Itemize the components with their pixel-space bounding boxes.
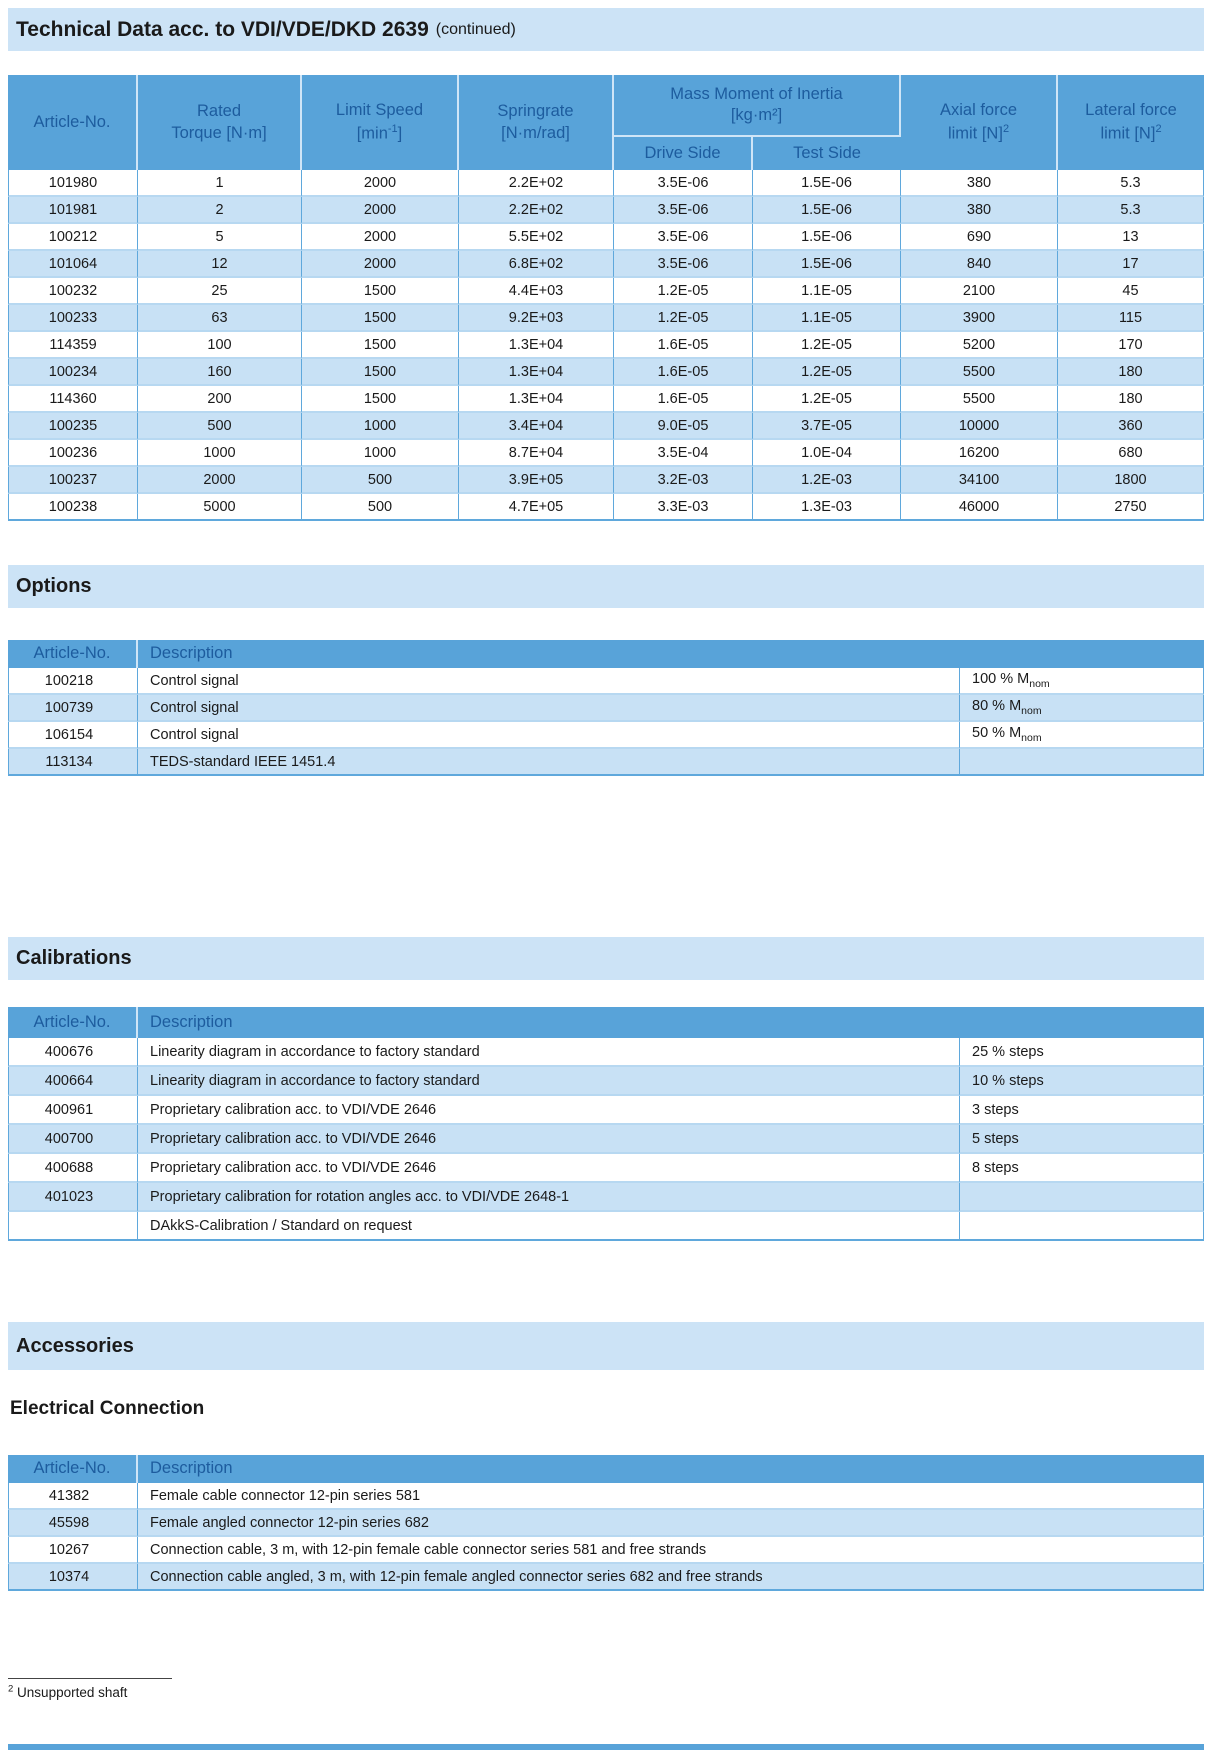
column-header-article-no: Article-No.	[8, 75, 138, 170]
table-cell: 4.4E+03	[459, 278, 614, 305]
table-cell: 5500	[901, 386, 1058, 413]
table-cell: 380	[901, 197, 1058, 224]
table-cell: 3.7E-05	[753, 413, 901, 440]
table-cell: 46000	[901, 494, 1058, 521]
table-cell: 1500	[302, 386, 459, 413]
table-cell: 113134	[8, 749, 138, 776]
accessories-heading: Accessories	[16, 1334, 134, 1357]
accessories-section-band	[8, 1322, 1204, 1370]
table-cell: 5000	[138, 494, 302, 521]
table-cell: 9.2E+03	[459, 305, 614, 332]
table-cell: 2	[138, 197, 302, 224]
table-row	[8, 695, 1204, 722]
table-cell: 50 % $M_{nom}$	[960, 722, 1204, 749]
table-row	[8, 749, 1204, 776]
table-cell: 100 % $M_{nom}$	[960, 668, 1204, 695]
table-row	[8, 1183, 1204, 1212]
table-cell: 1.2E-03	[753, 467, 901, 494]
electrical-connection-heading: Electrical Connection	[10, 1398, 205, 1419]
table-cell: 114360	[8, 386, 138, 413]
column-header-limit-speed: Limit Speed $[\min^{-1}]$	[302, 75, 459, 170]
table-cell: 400676	[8, 1038, 138, 1067]
table-cell: 1	[138, 170, 302, 197]
table-cell: 840	[901, 251, 1058, 278]
table-cell: 5500	[901, 359, 1058, 386]
table-cell: Female angled connector 12-pin series 682	[138, 1510, 1204, 1537]
column-header-test-side: Test Side	[753, 137, 901, 170]
table-cell: 34100	[901, 467, 1058, 494]
table-cell: 3900	[901, 305, 1058, 332]
table-cell: 170	[1058, 332, 1204, 359]
table-row	[8, 359, 1204, 386]
table-cell: 16200	[901, 440, 1058, 467]
table-row	[8, 668, 1204, 695]
table-row	[8, 413, 1204, 440]
table-cell	[960, 749, 1204, 776]
table-row	[8, 1564, 1204, 1591]
table-row	[8, 1537, 1204, 1564]
table-cell: Linearity diagram in accordance to factory standard	[138, 1067, 960, 1096]
table-row	[8, 251, 1204, 278]
table-cell: 115	[1058, 305, 1204, 332]
table-row	[8, 440, 1204, 467]
table-cell: 400688	[8, 1154, 138, 1183]
table-cell: 10000	[901, 413, 1058, 440]
table-cell: 5 steps	[960, 1125, 1204, 1154]
table-cell: Connection cable, 3 m, with 12-pin female cable connector series 581 and free strands	[138, 1537, 1204, 1564]
calibrations-table	[8, 1007, 1204, 1241]
table-row	[8, 494, 1204, 521]
column-header-lateral-force-limit: Lateral force limit $[N]^2$	[1058, 75, 1204, 170]
column-header-description: Description	[138, 640, 1204, 668]
table-row	[8, 170, 1204, 197]
table-cell: 3.5E-06	[614, 224, 753, 251]
table-cell: 2100	[901, 278, 1058, 305]
table-cell: Control signal	[138, 695, 960, 722]
table-cell: 100238	[8, 494, 138, 521]
table-row	[8, 467, 1204, 494]
table-cell: 25	[138, 278, 302, 305]
table-cell: 1.2E-05	[753, 359, 901, 386]
options-table-body	[8, 668, 1204, 776]
table-cell: 400961	[8, 1096, 138, 1125]
table-cell: 2000	[302, 197, 459, 224]
table-row	[8, 332, 1204, 359]
table-cell: Linearity diagram in accordance to factory standard	[138, 1038, 960, 1067]
column-header-springrate: Springrate [N·m/rad]	[459, 75, 614, 170]
column-header-axial-force-limit: Axial force limit $[N]^2$	[901, 75, 1058, 170]
table-cell: 5200	[901, 332, 1058, 359]
table-cell: 1.6E-05	[614, 332, 753, 359]
table-cell: 1.3E+04	[459, 332, 614, 359]
table-cell: 17	[1058, 251, 1204, 278]
table-cell: TEDS-standard IEEE 1451.4	[138, 749, 960, 776]
table-cell: 101980	[8, 170, 138, 197]
table-cell: 100232	[8, 278, 138, 305]
table-cell: 8.7E+04	[459, 440, 614, 467]
table-row	[8, 197, 1204, 224]
table-cell: 3.5E-06	[614, 170, 753, 197]
column-header-description: Description	[138, 1455, 1204, 1483]
table-cell: Proprietary calibration for rotation angles acc. to VDI/VDE 2648-1	[138, 1183, 960, 1212]
table-cell: 680	[1058, 440, 1204, 467]
table-cell: 13	[1058, 224, 1204, 251]
table-cell: 2000	[302, 224, 459, 251]
page-title-suffix: (continued)	[435, 20, 516, 38]
table-cell: 100233	[8, 305, 138, 332]
table-cell: 100	[138, 332, 302, 359]
table-cell: 160	[138, 359, 302, 386]
table-cell: 1500	[302, 278, 459, 305]
table-cell: Control signal	[138, 668, 960, 695]
table-cell: 1000	[302, 440, 459, 467]
table-cell: 1.3E+04	[459, 386, 614, 413]
options-table	[8, 640, 1204, 776]
table-cell: 100212	[8, 224, 138, 251]
column-header-article-no: Article-No.	[8, 1007, 138, 1038]
table-cell: 100235	[8, 413, 138, 440]
electrical-connection-table-body	[8, 1483, 1204, 1591]
table-cell: 690	[901, 224, 1058, 251]
table-row	[8, 1483, 1204, 1510]
table-cell: 100237	[8, 467, 138, 494]
table-cell: 101064	[8, 251, 138, 278]
table-row	[8, 1510, 1204, 1537]
table-cell: Control signal	[138, 722, 960, 749]
table-cell	[960, 1212, 1204, 1241]
calibrations-section-band	[8, 937, 1204, 980]
page-title: Technical Data acc. to VDI/VDE/DKD 2639	[16, 17, 429, 41]
table-cell: Female cable connector 12-pin series 581	[138, 1483, 1204, 1510]
footnote-text: $^2$ Unsupported shaft	[8, 1683, 128, 1700]
table-cell: 6.8E+02	[459, 251, 614, 278]
table-cell: 100218	[8, 668, 138, 695]
table-cell: 80 % $M_{nom}$	[960, 695, 1204, 722]
table-cell: 10374	[8, 1564, 138, 1591]
table-cell: 1500	[302, 332, 459, 359]
technical-data-table-header	[8, 75, 1204, 170]
table-cell: 25 % steps	[960, 1038, 1204, 1067]
table-cell: 1000	[138, 440, 302, 467]
page-title-band	[8, 8, 1204, 51]
table-row	[8, 1212, 1204, 1241]
table-cell: 3.5E-06	[614, 251, 753, 278]
column-header-rated-torque: Rated Torque [N·m]	[138, 75, 302, 170]
table-cell: 8 steps	[960, 1154, 1204, 1183]
table-cell: 1800	[1058, 467, 1204, 494]
footnote-rule	[8, 1678, 172, 1679]
table-cell: 500	[138, 413, 302, 440]
page-bottom-rule	[8, 1744, 1204, 1750]
table-cell: 9.0E-05	[614, 413, 753, 440]
table-row	[8, 1038, 1204, 1067]
table-cell: 3 steps	[960, 1096, 1204, 1125]
technical-data-table-body	[8, 170, 1204, 521]
table-row	[8, 1125, 1204, 1154]
table-row	[8, 278, 1204, 305]
table-cell: 1.2E-05	[614, 278, 753, 305]
footnote	[8, 1678, 172, 1700]
table-cell: 500	[302, 494, 459, 521]
calibrations-heading: Calibrations	[16, 947, 132, 969]
electrical-connection-table-header	[8, 1455, 1204, 1483]
table-cell: 12	[138, 251, 302, 278]
column-header-drive-side: Drive Side	[614, 137, 753, 170]
table-cell: Proprietary calibration acc. to VDI/VDE 2646	[138, 1096, 960, 1125]
table-row	[8, 224, 1204, 251]
table-row	[8, 1154, 1204, 1183]
table-cell: 1.0E-04	[753, 440, 901, 467]
table-cell: DAkkS-Calibration / Standard on request	[138, 1212, 960, 1241]
table-cell: 1.2E-05	[614, 305, 753, 332]
table-cell: 401023	[8, 1183, 138, 1212]
table-cell: 3.9E+05	[459, 467, 614, 494]
table-cell: 1.1E-05	[753, 305, 901, 332]
column-header-article-no: Article-No.	[8, 1455, 138, 1483]
options-section-band	[8, 565, 1204, 608]
table-cell: 2.2E+02	[459, 170, 614, 197]
table-cell: 63	[138, 305, 302, 332]
table-cell: 100739	[8, 695, 138, 722]
table-cell: 200	[138, 386, 302, 413]
table-cell: 1.6E-05	[614, 386, 753, 413]
table-cell: 3.5E-04	[614, 440, 753, 467]
table-cell: Proprietary calibration acc. to VDI/VDE 2646	[138, 1125, 960, 1154]
table-cell: Proprietary calibration acc. to VDI/VDE 2646	[138, 1154, 960, 1183]
table-cell: 360	[1058, 413, 1204, 440]
table-cell: Connection cable angled, 3 m, with 12-pin female angled connector series 682 and free strands	[138, 1564, 1204, 1591]
table-cell: 1.3E+04	[459, 359, 614, 386]
table-cell	[8, 1212, 138, 1241]
table-row	[8, 722, 1204, 749]
table-cell: 45598	[8, 1510, 138, 1537]
table-cell: 100236	[8, 440, 138, 467]
table-cell: 2750	[1058, 494, 1204, 521]
table-cell: 106154	[8, 722, 138, 749]
table-cell: 500	[302, 467, 459, 494]
table-cell: 1.5E-06	[753, 224, 901, 251]
table-cell: 3.2E-03	[614, 467, 753, 494]
electrical-connection-table	[8, 1455, 1204, 1591]
table-row	[8, 1067, 1204, 1096]
table-cell: 101981	[8, 197, 138, 224]
table-cell: 400700	[8, 1125, 138, 1154]
table-cell: 3.5E-06	[614, 197, 753, 224]
column-header-article-no: Article-No.	[8, 640, 138, 668]
table-cell: 1.5E-06	[753, 197, 901, 224]
table-cell: 1.3E-03	[753, 494, 901, 521]
table-cell: 380	[901, 170, 1058, 197]
table-cell: 3.4E+04	[459, 413, 614, 440]
table-cell: 2000	[138, 467, 302, 494]
table-row	[8, 386, 1204, 413]
table-cell: 1500	[302, 305, 459, 332]
table-cell: 1.6E-05	[614, 359, 753, 386]
table-cell: 10267	[8, 1537, 138, 1564]
table-cell: 400664	[8, 1067, 138, 1096]
table-cell: 1.5E-06	[753, 251, 901, 278]
table-row	[8, 305, 1204, 332]
table-cell: 1.2E-05	[753, 332, 901, 359]
table-cell: 2000	[302, 251, 459, 278]
table-cell: 5.3	[1058, 197, 1204, 224]
table-cell: 1.5E-06	[753, 170, 901, 197]
table-cell: 1000	[302, 413, 459, 440]
table-cell: 1.2E-05	[753, 386, 901, 413]
calibrations-table-body	[8, 1038, 1204, 1241]
table-cell: 5.5E+02	[459, 224, 614, 251]
table-cell: 10 % steps	[960, 1067, 1204, 1096]
table-cell: 114359	[8, 332, 138, 359]
table-cell: 2000	[302, 170, 459, 197]
technical-data-table	[8, 75, 1204, 521]
table-row	[8, 1096, 1204, 1125]
column-header-mass-moment-of-inertia: Mass Moment of Inertia [kg·m²]	[614, 75, 901, 137]
table-cell: 45	[1058, 278, 1204, 305]
table-cell: 1500	[302, 359, 459, 386]
table-cell	[960, 1183, 1204, 1212]
table-cell: 2.2E+02	[459, 197, 614, 224]
table-cell: 180	[1058, 386, 1204, 413]
table-cell: 1.1E-05	[753, 278, 901, 305]
options-heading: Options	[16, 575, 92, 597]
table-cell: 100234	[8, 359, 138, 386]
table-cell: 5.3	[1058, 170, 1204, 197]
options-table-header	[8, 640, 1204, 668]
table-cell: 41382	[8, 1483, 138, 1510]
table-cell: 4.7E+05	[459, 494, 614, 521]
table-cell: 5	[138, 224, 302, 251]
calibrations-table-header	[8, 1007, 1204, 1038]
table-cell: 180	[1058, 359, 1204, 386]
column-header-description: Description	[138, 1007, 1204, 1038]
table-cell: 3.3E-03	[614, 494, 753, 521]
